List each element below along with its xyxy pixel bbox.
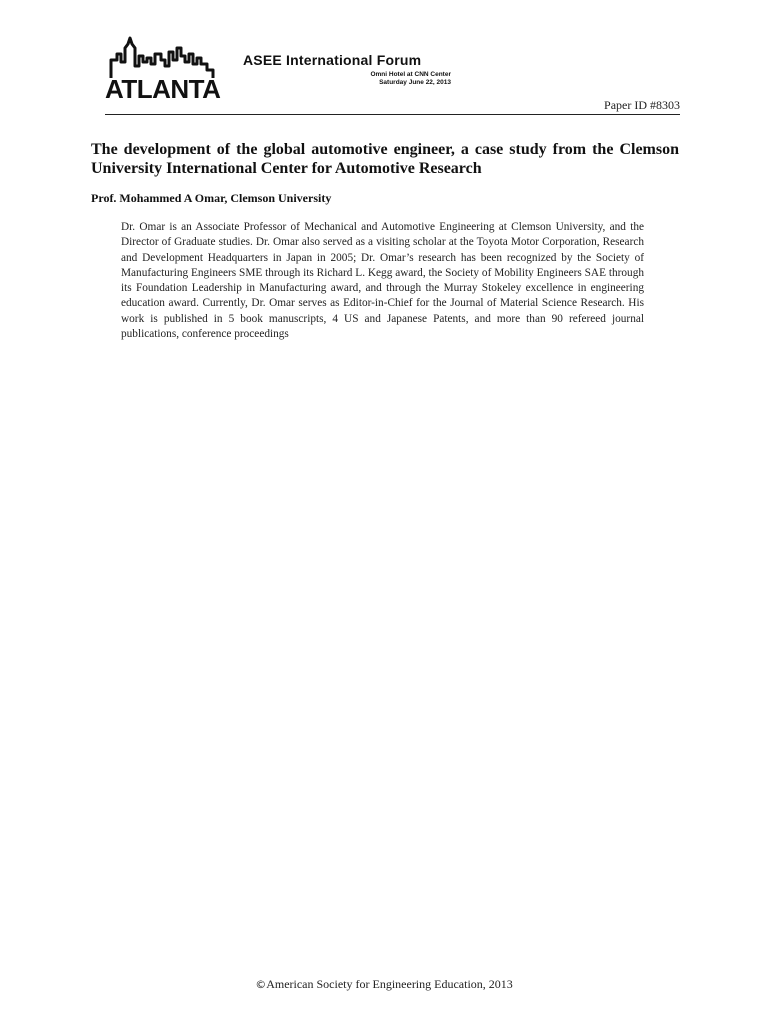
paper-id: Paper ID #8303 [604,98,680,112]
page-header [105,34,680,116]
forum-date: Saturday June 22, 2013 [379,79,451,86]
atlanta-skyline-icon [109,34,227,78]
atlanta-logo [105,34,225,106]
copyright-text: American Society for Engineering Education, 2013 [266,977,513,991]
forum-info [243,52,453,87]
paper-title: The development of the global automotive engineer, a case study from the Clemson University International Center for Automotive Research [91,141,679,177]
page-footer [0,977,768,992]
atlanta-wordmark: ATLANTA [105,74,221,104]
copyright-symbol: © [255,978,267,991]
author-bio: Dr. Omar is an Associate Professor of Mechanical and Automotive Engineering at Clemson University, and the Director of Graduate studies. Dr. Omar also served as a visiting scholar at the Toyota Motor Corporation, Research and Development Headquarters in Japan in 2005; Dr. Omar’s research has been recognized by the Society of Manufacturing Engineers SME through its Richard L. Kegg award, the Society of Mobility Engineers SAE through its Foundation Leadership in Manufacturing award, and through the Murray Stokeley excellence in engineering education award. Currently, Dr. Omar serves as Editor-in-Chief for the Journal of Material Science Research. His work is published in 5 book manuscripts, 4 US and Japanese Patents, and more than 90 refereed journal publications, conference proceedings [121,221,644,341]
author-line: Prof. Mohammed A Omar, Clemson University [91,191,332,205]
header-divider [105,114,680,115]
forum-venue: Omni Hotel at CNN Center [370,71,451,78]
forum-title: ASEE International Forum [243,52,422,68]
